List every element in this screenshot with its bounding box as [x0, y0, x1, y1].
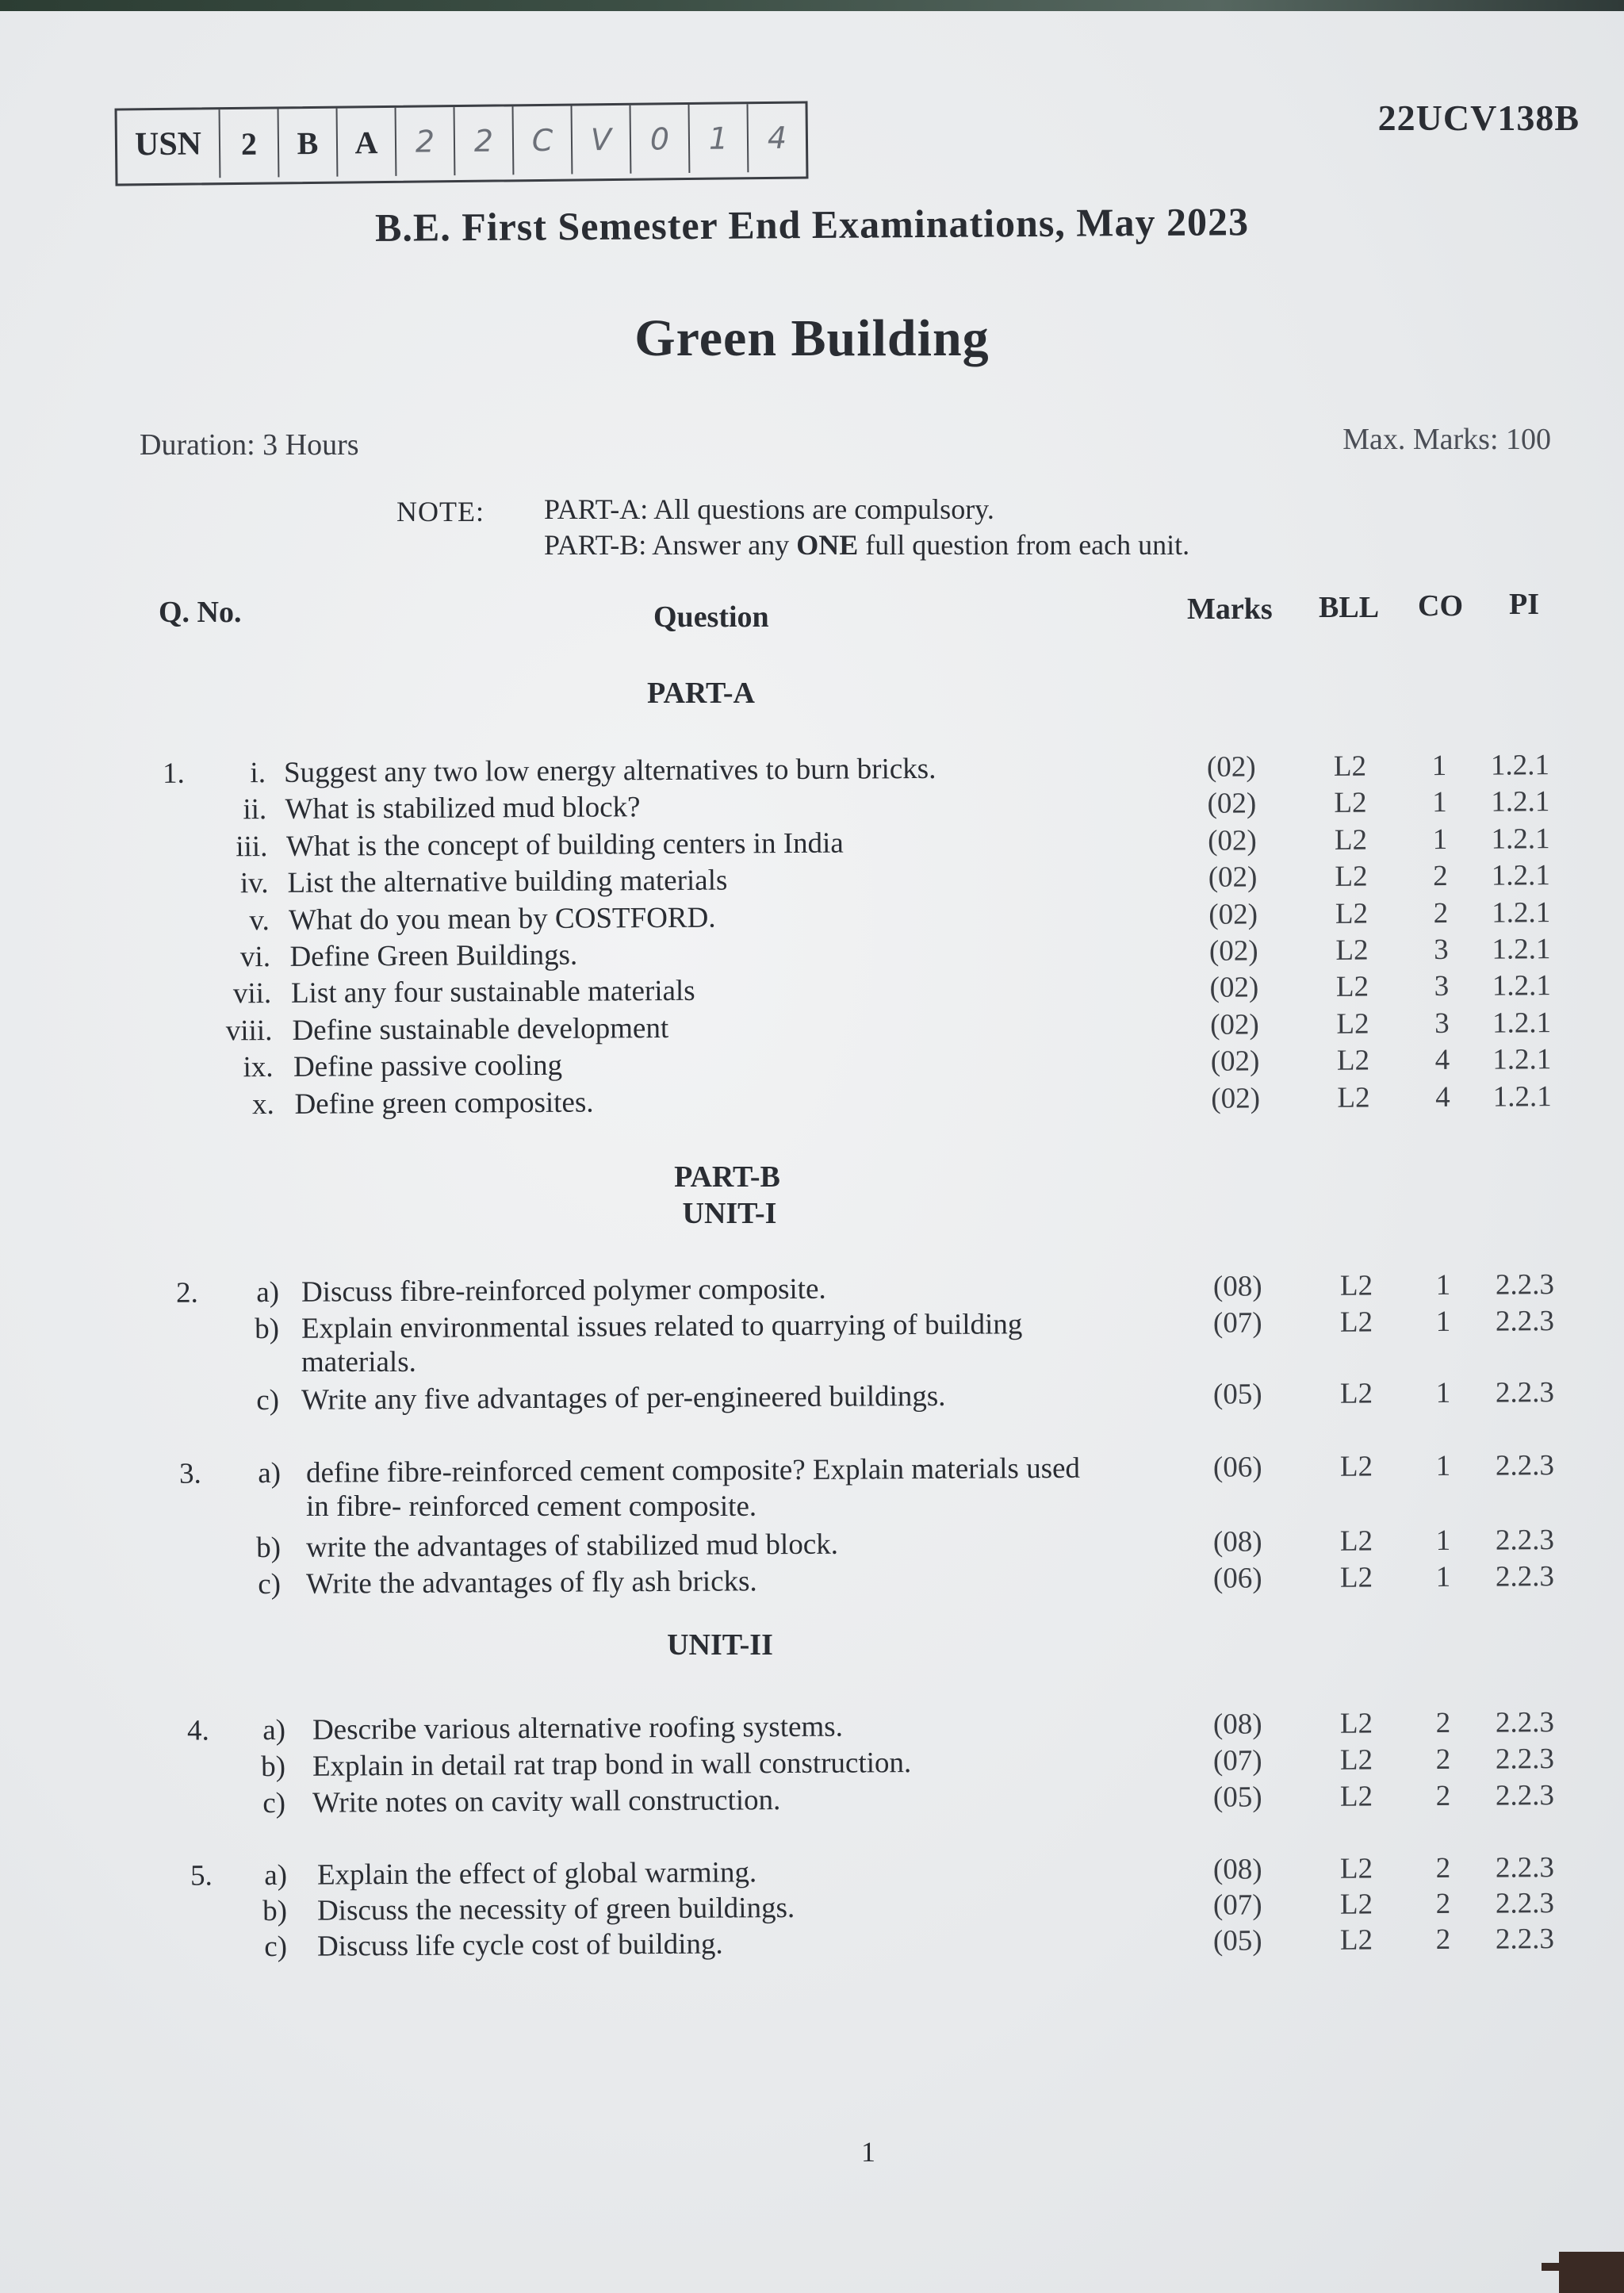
subject-title: Green Building	[634, 309, 990, 367]
sub-question-label: a)	[262, 1713, 286, 1747]
question-text: Write the advantages of fly ash bricks.	[305, 1565, 757, 1601]
header-marks: Marks	[1187, 592, 1273, 626]
question-marks: (02)	[1208, 861, 1258, 894]
course-outcome: 1	[1435, 1268, 1451, 1302]
bloom-level: L2	[1339, 1888, 1373, 1921]
course-outcome: 2	[1435, 1706, 1451, 1740]
usn-cell: A	[338, 108, 397, 177]
bloom-level: L2	[1339, 1306, 1373, 1339]
performance-indicator: 2.2.3	[1495, 1305, 1555, 1338]
course-outcome: 2	[1433, 860, 1448, 893]
question-text: Define Green Buildings.	[289, 938, 578, 973]
question-marks: (05)	[1212, 1781, 1262, 1814]
performance-indicator: 1.2.1	[1491, 859, 1550, 892]
course-outcome: 4	[1434, 1044, 1450, 1077]
question-marks: (08)	[1212, 1708, 1262, 1741]
performance-indicator: 2.2.3	[1495, 1449, 1555, 1482]
course-outcome: 1	[1431, 749, 1447, 783]
photo-top-edge	[0, 0, 1624, 11]
performance-indicator: 1.2.1	[1492, 969, 1551, 1003]
usn-cell: 2	[220, 109, 280, 178]
course-outcome: 1	[1435, 1449, 1451, 1483]
exam-title: B.E. First Semester End Examinations, May 2023	[374, 199, 1250, 250]
question-text: Write any five advantages of per-engineered buildings.	[301, 1379, 946, 1417]
question-marks: (02)	[1209, 971, 1259, 1005]
question-row	[0, 1448, 1624, 1497]
performance-indicator: 2.2.3	[1495, 1851, 1555, 1885]
course-code: 22UCV138B	[1377, 98, 1580, 138]
question-number: 4.	[186, 1714, 209, 1747]
bloom-level: L2	[1333, 750, 1367, 783]
question-text: What is the concept of building centers in India	[285, 826, 844, 863]
question-marks: (02)	[1207, 787, 1257, 821]
usn-cell: 2	[396, 107, 456, 176]
question-number: 1.	[162, 757, 185, 790]
exam-paper	[0, 11, 1624, 2293]
question-text: Write notes on cavity wall construction.	[312, 1784, 781, 1819]
duration: Duration: 3 Hours	[140, 428, 359, 462]
performance-indicator: 2.2.3	[1495, 1779, 1555, 1812]
question-text: Explain in detail rat trap bond in wall construction.	[312, 1747, 912, 1783]
question-text: Explain the effect of global warming.	[316, 1856, 757, 1892]
sub-question-label: c)	[262, 1786, 286, 1820]
course-outcome: 2	[1435, 1779, 1451, 1813]
bloom-level: L2	[1339, 1561, 1373, 1594]
section-unit-2: UNIT-II	[667, 1628, 773, 1662]
question-marks: (02)	[1210, 1008, 1259, 1041]
usn-cell: 1	[690, 104, 749, 173]
performance-indicator: 2.2.3	[1495, 1268, 1555, 1302]
question-marks: (05)	[1212, 1378, 1262, 1411]
performance-indicator: 2.2.3	[1495, 1923, 1555, 1956]
bloom-level: L2	[1335, 860, 1368, 894]
performance-indicator: 2.2.3	[1495, 1560, 1555, 1593]
course-outcome: 1	[1435, 1305, 1451, 1339]
question-text: What do you mean by COSTFORD.	[288, 901, 716, 937]
sub-question-label: b)	[255, 1312, 280, 1346]
usn-cell: B	[279, 109, 339, 178]
course-outcome: 2	[1435, 1923, 1451, 1957]
usn-box	[115, 101, 809, 186]
question-text-continued: materials.	[301, 1346, 416, 1378]
bloom-level: L2	[1339, 1852, 1373, 1885]
section-part-a: PART-A	[647, 677, 755, 710]
bloom-level: L2	[1339, 1524, 1373, 1558]
sub-question-label: vii.	[232, 977, 272, 1010]
bloom-level: L2	[1339, 1377, 1373, 1410]
question-marks: (07)	[1212, 1306, 1262, 1340]
performance-indicator: 2.2.3	[1495, 1706, 1555, 1739]
section-unit-1: UNIT-I	[682, 1197, 777, 1230]
question-text: Explain environmental issues related to quarrying of building	[301, 1308, 1023, 1345]
question-text: write the advantages of stabilized mud block.	[305, 1528, 839, 1564]
question-text: define fibre-reinforced cement composite? Explain materials used	[305, 1451, 1081, 1490]
bloom-level: L2	[1336, 1007, 1369, 1041]
course-outcome: 2	[1435, 1851, 1451, 1885]
question-marks: (02)	[1208, 898, 1258, 931]
sub-question-label: viii.	[225, 1014, 273, 1048]
sub-question-label: c)	[256, 1383, 280, 1417]
performance-indicator: 1.2.1	[1491, 785, 1550, 819]
performance-indicator: 1.2.1	[1492, 1079, 1552, 1114]
sub-question-label: ix.	[243, 1051, 274, 1084]
sub-question-label: c)	[264, 1930, 288, 1964]
question-marks: (02)	[1210, 1045, 1260, 1078]
bloom-level: L2	[1337, 1081, 1370, 1114]
course-outcome: 2	[1435, 1887, 1451, 1921]
performance-indicator: 1.2.1	[1492, 895, 1551, 930]
question-marks: (02)	[1206, 750, 1256, 784]
course-outcome: 4	[1435, 1080, 1450, 1114]
bloom-level: L2	[1334, 823, 1368, 857]
bloom-level: L2	[1339, 1269, 1373, 1302]
sub-question-label: a)	[256, 1275, 280, 1309]
question-marks: (06)	[1212, 1562, 1262, 1595]
performance-indicator: 1.2.1	[1491, 822, 1550, 856]
sub-question-label: b)	[261, 1750, 286, 1784]
performance-indicator: 1.2.1	[1492, 1043, 1552, 1076]
course-outcome: 3	[1434, 1007, 1450, 1040]
question-text: Define green composites.	[294, 1086, 594, 1121]
question-marks: (08)	[1212, 1270, 1262, 1303]
question-text: Define sustainable development	[292, 1011, 669, 1047]
sub-question-label: vi.	[239, 941, 271, 974]
max-marks: Max. Marks: 100	[1342, 423, 1551, 456]
question-number: 2.	[175, 1276, 198, 1309]
question-text: Discuss life cycle cost of building.	[316, 1927, 723, 1963]
header-qno: Q. No.	[159, 596, 242, 629]
question-text: Define passive cooling	[293, 1049, 563, 1084]
question-marks: (02)	[1208, 824, 1257, 857]
performance-indicator: 1.2.1	[1492, 933, 1551, 966]
header-question: Question	[653, 600, 769, 634]
question-text: List the alternative building materials	[287, 864, 728, 900]
course-outcome: 1	[1432, 822, 1448, 856]
course-outcome: 1	[1435, 1376, 1451, 1410]
usn-cell: 4	[767, 120, 787, 155]
performance-indicator: 1.2.1	[1490, 749, 1550, 782]
question-marks: (07)	[1212, 1744, 1262, 1777]
performance-indicator: 2.2.3	[1495, 1743, 1555, 1776]
usn-cell: C	[514, 106, 573, 175]
bloom-level: L2	[1339, 1450, 1373, 1483]
bloom-level: L2	[1339, 1923, 1373, 1957]
course-outcome: 1	[1435, 1560, 1451, 1594]
question-text-continued: in fibre- reinforced cement composite.	[306, 1490, 757, 1523]
performance-indicator: 1.2.1	[1492, 1006, 1552, 1040]
course-outcome: 3	[1434, 970, 1450, 1003]
sub-question-label: i.	[250, 757, 266, 790]
sub-question-label: a)	[264, 1858, 288, 1892]
note-label: NOTE:	[396, 496, 485, 527]
question-marks: (07)	[1212, 1888, 1262, 1922]
question-text: Suggest any two low energy alternatives to burn bricks.	[283, 752, 936, 789]
bloom-level: L2	[1339, 1780, 1373, 1813]
performance-indicator: 2.2.3	[1495, 1376, 1555, 1409]
course-outcome: 2	[1433, 896, 1449, 930]
usn-cell: 2	[455, 106, 515, 175]
performance-indicator: 2.2.3	[1495, 1887, 1555, 1920]
question-marks: (08)	[1212, 1525, 1262, 1559]
question-number: 3.	[178, 1457, 201, 1490]
course-outcome: 2	[1435, 1743, 1451, 1777]
sub-question-label: iv.	[239, 867, 269, 900]
usn-cell: 0	[631, 105, 691, 174]
usn-cell: V	[573, 105, 632, 174]
bloom-level: L2	[1335, 897, 1369, 930]
header-pi: PI	[1509, 588, 1539, 621]
note-line-1: PART-A: All questions are compulsory.	[544, 493, 994, 525]
question-marks: (08)	[1212, 1853, 1262, 1886]
header-co: CO	[1418, 589, 1463, 623]
bloom-level: L2	[1334, 786, 1367, 820]
question-row	[0, 1375, 1624, 1424]
usn-label: USN	[117, 109, 221, 178]
sub-question-label: v.	[249, 903, 270, 937]
bloom-level: L2	[1335, 970, 1369, 1004]
course-outcome: 1	[1435, 1524, 1451, 1558]
question-text: What is stabilized mud block?	[285, 791, 641, 826]
question-number: 5.	[190, 1859, 213, 1892]
section-part-b: PART-B	[674, 1160, 780, 1194]
question-marks: (06)	[1212, 1451, 1262, 1484]
sub-question-label: a)	[258, 1456, 282, 1490]
header-bll: BLL	[1319, 591, 1380, 624]
question-text: Discuss fibre-reinforced polymer composite.	[301, 1272, 826, 1309]
sub-question-label: iii.	[236, 830, 268, 864]
question-text: Describe various alternative roofing systems.	[312, 1710, 843, 1747]
bloom-level: L2	[1339, 1743, 1373, 1777]
note-line-2: PART-B: Answer any ONE full question from each unit.	[544, 529, 1190, 561]
bloom-level: L2	[1335, 934, 1369, 967]
sub-question-label: b)	[262, 1894, 288, 1928]
question-marks: (02)	[1211, 1081, 1261, 1115]
course-outcome: 1	[1432, 786, 1447, 819]
course-outcome: 3	[1434, 933, 1449, 967]
photo-corner	[1559, 2252, 1624, 2293]
sub-question-label: b)	[256, 1531, 282, 1565]
sub-question-label: ii.	[243, 793, 267, 826]
sub-question-label: x.	[251, 1087, 274, 1121]
bloom-level: L2	[1339, 1707, 1373, 1740]
sub-question-label: c)	[258, 1567, 282, 1601]
page-number: 1	[861, 2136, 875, 2168]
question-text: List any four sustainable materials	[290, 975, 695, 1010]
performance-indicator: 2.2.3	[1495, 1524, 1555, 1557]
question-marks: (02)	[1208, 934, 1258, 968]
question-marks: (05)	[1212, 1924, 1262, 1957]
bloom-level: L2	[1336, 1044, 1370, 1077]
question-text: Discuss the necessity of green buildings.	[316, 1891, 795, 1927]
